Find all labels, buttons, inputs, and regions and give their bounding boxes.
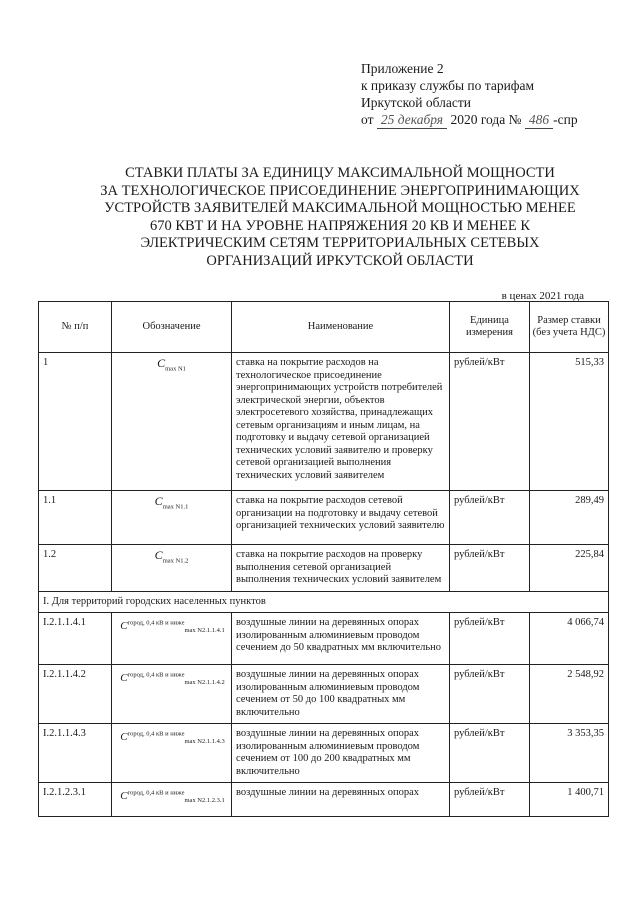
annex-title: Приложение 2 (361, 61, 444, 76)
row-num: I.2.1.1.4.3 (39, 724, 112, 783)
table-row (39, 545, 609, 592)
title-line: ЭЛЕКТРИЧЕСКИМ СЕТЯМ ТЕРРИТОРИАЛЬНЫХ СЕТЕВЫХ (140, 235, 540, 251)
handwritten-number: 486 (525, 111, 553, 129)
row-name: ставка на покрытие расходов на технологическое присоединение энергопринимающих устройств потребителей электрической энергии, объектов электросетевого хозяйства, принадлежащих сетевым организациям и иным лицам, на подготовку и выдачу сетевой организацией технических условий заявителю и проверку сетевой организацией выполнения технических условий заявителем (232, 353, 450, 491)
annex-header (361, 60, 578, 129)
row-name: воздушные линии на деревянных опорах изолированным алюминиевым проводом сечением до 50 квадратных мм включительно (232, 613, 450, 665)
rate-symbol: $C^{город, 0,4 кВ и ниже}_{max N2.1.2.3.1}$ (120, 789, 225, 804)
row-unit: рублей/кВт (450, 545, 530, 592)
row-designation (112, 491, 232, 545)
row-rate: 225,84 (530, 545, 609, 592)
rate-symbol: $C^{город, 0,4 кВ и ниже}_{max N2.1.1.4.2}$ (120, 671, 225, 686)
row-name: воздушные линии на деревянных опорах изолированным алюминиевым проводом сечением от 50 до 100 квадратных мм включительно (232, 665, 450, 724)
row-num: 1.2 (39, 545, 112, 592)
row-rate: 1 400,71 (530, 783, 609, 817)
row-unit: рублей/кВт (450, 491, 530, 545)
number-suffix: -спр (553, 112, 578, 127)
row-designation (112, 545, 232, 592)
rate-symbol: $C_{max N1.1}$ (154, 494, 189, 511)
row-name: ставка на покрытие расходов сетевой организации на подготовку и выдачу сетевой организацией технических условий заявителю (232, 491, 450, 545)
rate-symbol: $C^{город, 0,4 кВ и ниже}_{max N2.1.1.4.3}$ (120, 730, 225, 745)
row-name: воздушные линии на деревянных опорах (232, 783, 450, 817)
row-num: 1 (39, 353, 112, 491)
table-row (39, 783, 609, 817)
prices-note: в ценах 2021 года (501, 290, 584, 302)
rate-symbol: $C^{город, 0,4 кВ и ниже}_{max N2.1.1.4.1}$ (120, 619, 225, 634)
row-name: ставка на покрытие расходов на проверку выполнения сетевой организацией выполнения технических условий заявителем (232, 545, 450, 592)
table-row (39, 724, 609, 783)
title-line: 670 КВТ И НА УРОВНЕ НАПРЯЖЕНИЯ 20 КВ И МЕНЕЕ К (149, 217, 531, 234)
row-designation (112, 783, 232, 817)
table-row (39, 613, 609, 665)
header-designation: Обозначение (112, 302, 232, 353)
title-line: ОРГАНИЗАЦИЙ ИРКУТСКОЙ ОБЛАСТИ (206, 252, 474, 269)
row-rate: 289,49 (530, 491, 609, 545)
row-rate: 3 353,35 (530, 724, 609, 783)
section-title: I. Для территорий городских населенных пунктов (39, 591, 609, 613)
section-row (39, 591, 609, 613)
table-row (39, 491, 609, 545)
table-header-row (39, 302, 609, 353)
row-rate: 4 066,74 (530, 613, 609, 665)
row-unit: рублей/кВт (450, 783, 530, 817)
row-num: I.2.1.2.3.1 (39, 783, 112, 817)
title-line: СТАВКИ ПЛАТЫ ЗА ЕДИНИЦУ МАКСИМАЛЬНОЙ МОЩНОСТИ (125, 165, 555, 181)
row-num: I.2.1.1.4.2 (39, 665, 112, 724)
row-designation (112, 613, 232, 665)
title-line: УСТРОЙСТВ ЗАЯВИТЕЛЕЙ МАКСИМАЛЬНОЙ МОЩНОСТЬЮ МЕНЕЕ (104, 200, 576, 216)
rate-symbol: $C_{max N1.2}$ (154, 548, 189, 565)
row-designation (112, 724, 232, 783)
row-num: I.2.1.1.4.1 (39, 613, 112, 665)
annex-date-line (361, 111, 578, 129)
row-designation (112, 665, 232, 724)
date-year-number: 2020 года № (450, 112, 522, 127)
title-line: ЗА ТЕХНОЛОГИЧЕСКОЕ ПРИСОЕДИНЕНИЕ ЭНЕРГОПРИНИМАЮЩИХ (100, 182, 580, 199)
row-rate: 2 548,92 (530, 665, 609, 724)
header-rate: Размер ставки (без учета НДС) (530, 302, 609, 353)
row-unit: рублей/кВт (450, 613, 530, 665)
table-row (39, 665, 609, 724)
header-unit: Единица измерения (450, 302, 530, 353)
row-unit: рублей/кВт (450, 724, 530, 783)
row-name: воздушные линии на деревянных опорах изолированным алюминиевым проводом сечением от 100 до 200 квадратных мм включительно (232, 724, 450, 783)
table-row (39, 353, 609, 491)
header-name: Наименование (232, 302, 450, 353)
annex-region: Иркутской области (361, 95, 472, 110)
annex-order-ref: к приказу службы по тарифам (361, 78, 535, 93)
row-num: 1.1 (39, 491, 112, 545)
rates-table (38, 301, 609, 817)
header-num: № п/п (39, 302, 112, 353)
date-prefix: от (361, 112, 374, 127)
row-unit: рублей/кВт (450, 665, 530, 724)
row-designation (112, 353, 232, 491)
row-rate: 515,33 (530, 353, 609, 491)
handwritten-date: 25 декабря (377, 111, 447, 129)
row-unit: рублей/кВт (450, 353, 530, 491)
document-title (60, 165, 620, 270)
rate-symbol: $C_{max N1}$ (157, 356, 186, 373)
